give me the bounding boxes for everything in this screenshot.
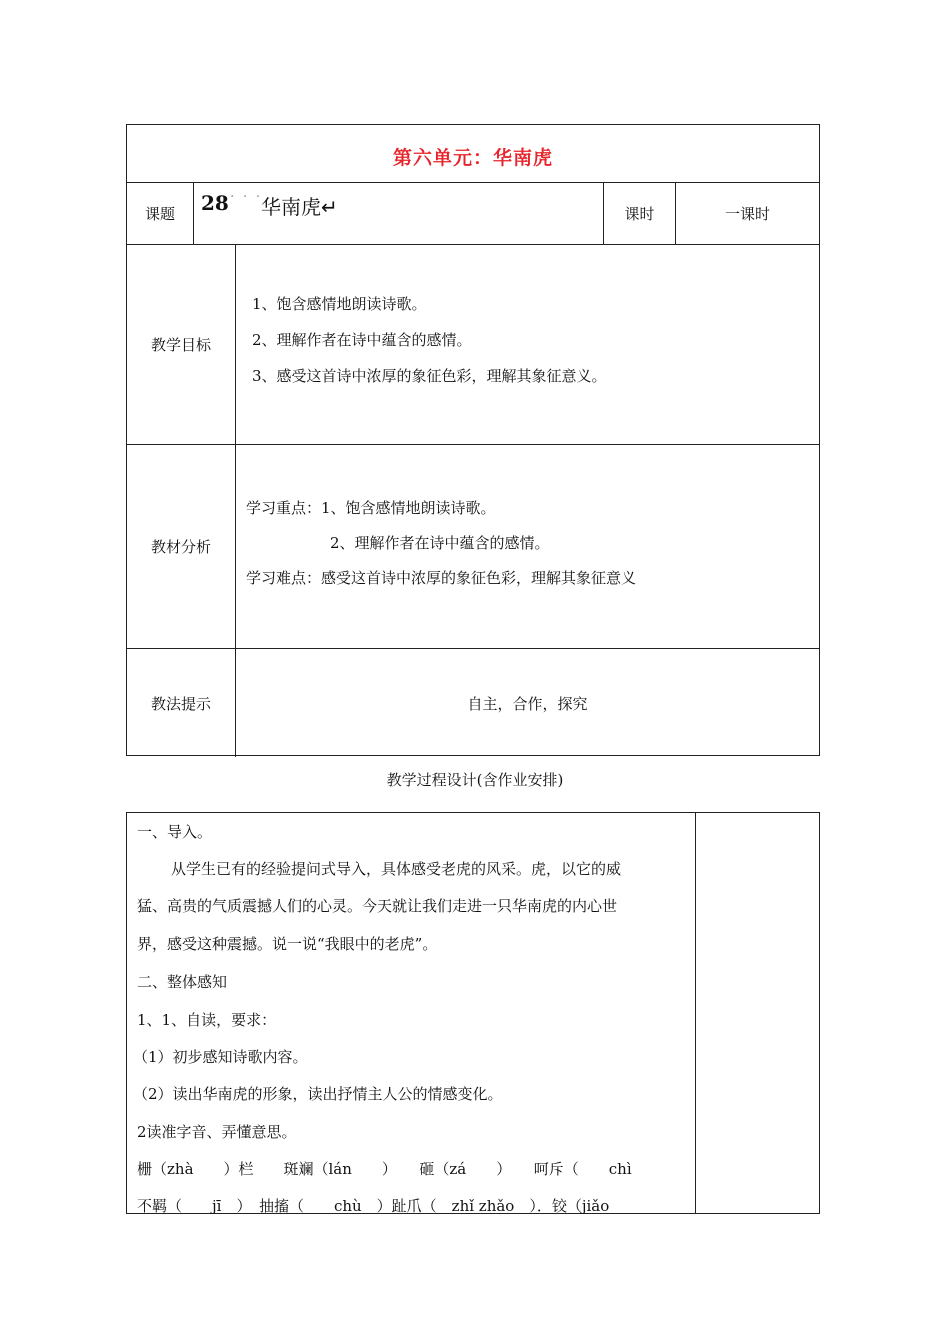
- notes-column: [695, 813, 819, 1213]
- goals-label: 教学目标: [150, 336, 211, 354]
- method-value: 自主，合作，探究: [235, 649, 819, 757]
- topic-label: 课题: [144, 205, 175, 223]
- topic-row: [127, 183, 819, 245]
- analysis-row: [127, 445, 819, 649]
- topic-dots: · · ·: [230, 189, 263, 205]
- period-value: 一课时: [675, 183, 819, 244]
- process-line: 猛、高贵的气质震撼人们的心灵。今天就让我们走进一只华南虎的内心世: [137, 897, 618, 915]
- period-label: 课时: [603, 183, 675, 244]
- goal-item: 1、饱含感情地朗读诗歌。: [252, 295, 427, 313]
- title-row: [127, 125, 819, 183]
- analysis-label: 教材分析: [150, 538, 211, 556]
- process-line: 二、整体感知: [137, 973, 228, 991]
- process-line: （2）读出华南虎的形象，读出抒情主人公的情感变化。: [133, 1085, 503, 1103]
- unit-title: 第六单元：华南虎: [392, 147, 553, 169]
- process-line: 界，感受这种震撼。说一说“我眼中的老虎”。: [137, 935, 438, 953]
- goals-content: [235, 245, 819, 444]
- process-table: [126, 812, 820, 1214]
- method-label: 教法提示: [150, 694, 211, 713]
- goal-item: 2、理解作者在诗中蕴含的感情。: [252, 331, 472, 349]
- process-content: [127, 813, 696, 1213]
- lesson-info-table: [126, 124, 820, 756]
- topic-name: 华南虎↵: [261, 195, 338, 219]
- analysis-line: 学习重点：1、饱含感情地朗读诗歌。: [246, 499, 496, 517]
- analysis-line: 学习难点：感受这首诗中浓厚的象征色彩，理解其象征意义: [246, 569, 637, 587]
- process-line: 从学生已有的经验提问式导入，具体感受老虎的风采。虎，以它的威: [171, 860, 622, 878]
- goals-row: [127, 245, 819, 445]
- topic-number: 28: [201, 191, 229, 215]
- process-line: 2读准字音、弄懂意思。: [137, 1123, 297, 1141]
- process-heading: 教学过程设计(含作业安排): [386, 771, 564, 789]
- analysis-content: [235, 445, 819, 648]
- goal-item: 3、感受这首诗中浓厚的象征色彩，理解其象征意义。: [252, 367, 607, 385]
- process-line: 不羁（ jī ） 抽搐（ chù ）趾爪（ zhǐ zhǎo ）．铰（jiǎo: [137, 1197, 610, 1215]
- process-line: 1、1、自读，要求：: [137, 1011, 277, 1029]
- analysis-line: 2、理解作者在诗中蕴含的感情。: [330, 534, 550, 552]
- process-line: 栅（zhà ）栏 斑斓（lán ） 砸（zá ） 呵斥（ chì: [137, 1160, 632, 1178]
- process-line: 一、导入。: [137, 823, 213, 841]
- process-line: （1）初步感知诗歌内容。: [133, 1048, 308, 1066]
- method-row: [127, 649, 819, 757]
